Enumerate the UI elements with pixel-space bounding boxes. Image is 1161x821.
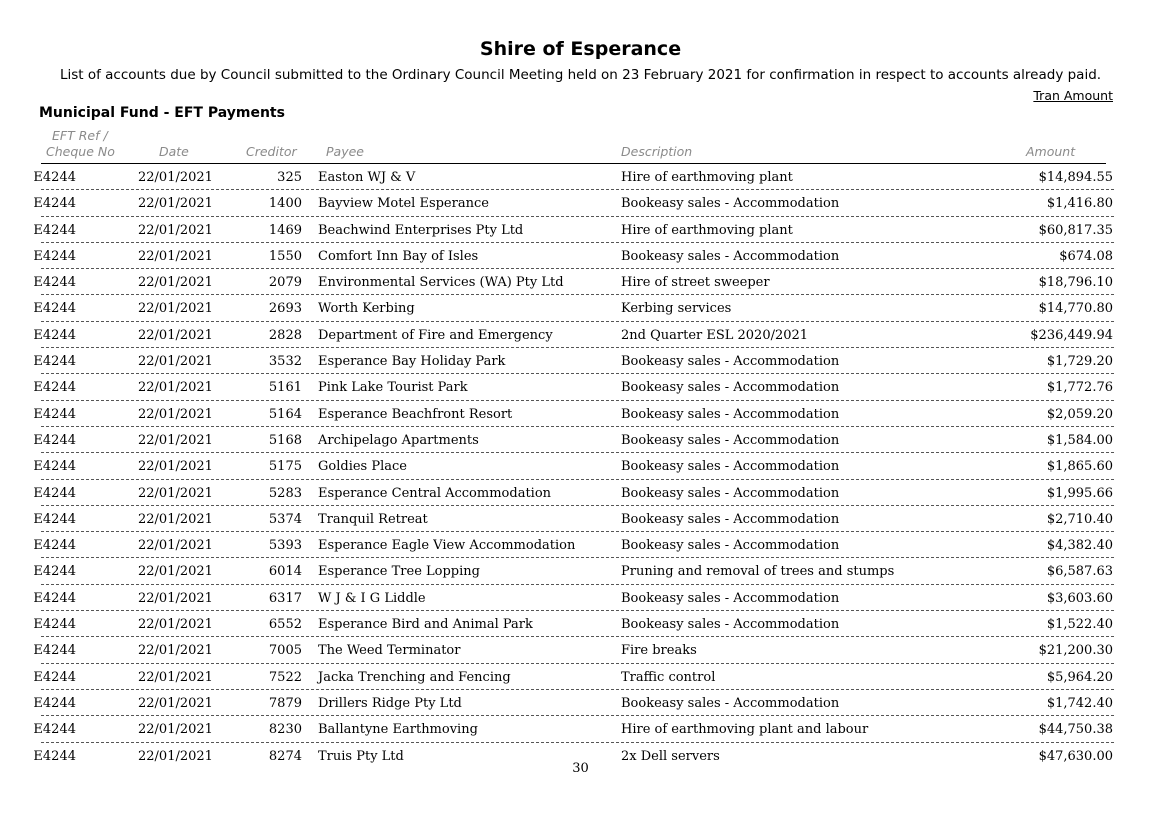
cell-ref: E4244	[33, 170, 76, 185]
cell-description: Bookeasy sales - Accommodation	[621, 459, 840, 475]
cell-description: Bookeasy sales - Accommodation	[621, 380, 840, 396]
cell-payee: Esperance Bird and Animal Park	[318, 617, 533, 633]
cell-creditor: 6552	[268, 617, 302, 633]
cell-description: Bookeasy sales - Accommodation	[621, 406, 840, 422]
cell-date: 22/01/2021	[138, 590, 213, 606]
cell-ref: E4244	[33, 511, 76, 527]
cell-amount: $1,584.00	[1046, 432, 1113, 448]
cell-ref: E4244	[33, 669, 76, 685]
cell-description: Bookeasy sales - Accommodation	[621, 354, 840, 370]
table-row	[33, 481, 1114, 506]
table-row	[33, 665, 1114, 690]
cell-amount: $60,817.35	[1038, 222, 1113, 238]
table-row	[33, 244, 1114, 269]
cell-ref: E4244	[33, 722, 76, 738]
column-header-creditor: Creditor	[246, 144, 297, 159]
cell-ref: E4244	[33, 354, 76, 370]
cell-date: 22/01/2021	[138, 432, 213, 448]
cell-creditor: 3532	[268, 354, 302, 370]
cell-date: 22/01/2021	[138, 275, 213, 291]
table-row	[33, 638, 1114, 663]
cell-ref: E4244	[33, 538, 76, 554]
cell-date: 22/01/2021	[138, 511, 213, 527]
cell-payee: Tranquil Retreat	[318, 511, 428, 527]
cell-payee: Archipelago Apartments	[318, 432, 479, 448]
cell-creditor: 5175	[268, 459, 302, 475]
cell-description: Kerbing services	[621, 301, 732, 317]
cell-date: 22/01/2021	[138, 170, 213, 185]
table-row	[33, 717, 1114, 742]
cell-date: 22/01/2021	[138, 564, 213, 580]
cell-amount: $2,710.40	[1046, 511, 1113, 527]
column-header-description: Description	[621, 144, 693, 159]
cell-date: 22/01/2021	[138, 617, 213, 633]
cell-payee: Drillers Ridge Pty Ltd	[318, 695, 462, 711]
cell-creditor: 6317	[268, 590, 302, 606]
cell-amount: $1,416.80	[1046, 196, 1113, 212]
cell-amount: $47,630.00	[1038, 748, 1113, 764]
table-row	[33, 375, 1114, 400]
cell-payee: Environmental Services (WA) Pty Ltd	[318, 275, 564, 291]
table-row	[33, 691, 1114, 716]
cell-amount: $44,750.38	[1038, 722, 1113, 738]
cell-creditor: 7005	[268, 643, 302, 659]
cell-date: 22/01/2021	[138, 748, 213, 764]
cell-payee: Jacka Trenching and Fencing	[318, 669, 511, 685]
cell-amount: $14,894.55	[1038, 170, 1113, 185]
cell-amount: $18,796.10	[1038, 275, 1113, 291]
cell-description: Bookeasy sales - Accommodation	[621, 617, 840, 633]
cell-ref: E4244	[33, 196, 76, 212]
cell-date: 22/01/2021	[138, 485, 213, 501]
tran-amount-label: Tran Amount	[1033, 88, 1113, 103]
cell-description: Bookeasy sales - Accommodation	[621, 485, 840, 501]
cell-creditor: 5374	[268, 511, 302, 527]
header-rule	[41, 163, 1106, 164]
cell-creditor: 1550	[268, 248, 302, 264]
table-row	[33, 323, 1114, 348]
section-heading: Municipal Fund - EFT Payments	[39, 105, 285, 121]
cell-creditor: 5283	[268, 485, 302, 501]
cell-amount: $5,964.20	[1046, 669, 1113, 685]
cell-ref: E4244	[33, 327, 76, 343]
cell-creditor: 1469	[268, 222, 302, 238]
cell-description: Bookeasy sales - Accommodation	[621, 695, 840, 711]
table-row	[33, 191, 1114, 216]
cell-amount: $1,865.60	[1046, 459, 1113, 475]
column-header-amount: Amount	[1026, 144, 1076, 159]
cell-payee: Worth Kerbing	[318, 301, 415, 317]
cell-description: Bookeasy sales - Accommodation	[621, 196, 840, 212]
column-header-date: Date	[159, 144, 189, 159]
cell-description: Bookeasy sales - Accommodation	[621, 511, 840, 527]
cell-creditor: 8230	[268, 722, 302, 738]
cell-date: 22/01/2021	[138, 538, 213, 554]
cell-payee: Esperance Central Accommodation	[318, 485, 552, 501]
table-row	[33, 349, 1114, 374]
cell-ref: E4244	[33, 643, 76, 659]
cell-amount: $3,603.60	[1046, 590, 1113, 606]
cell-date: 22/01/2021	[138, 354, 213, 370]
cell-date: 22/01/2021	[138, 406, 213, 422]
cell-amount: $21,200.30	[1038, 643, 1113, 659]
cell-date: 22/01/2021	[138, 380, 213, 396]
cell-amount: $674.08	[1059, 248, 1113, 264]
cell-ref: E4244	[33, 275, 76, 291]
cell-description: Pruning and removal of trees and stumps	[621, 564, 895, 580]
cell-description: Bookeasy sales - Accommodation	[621, 248, 840, 264]
cell-date: 22/01/2021	[138, 248, 213, 264]
cell-payee: Goldies Place	[318, 459, 407, 475]
cell-ref: E4244	[33, 406, 76, 422]
cell-ref: E4244	[33, 301, 76, 317]
column-header-ref-line1: EFT Ref /	[52, 128, 108, 143]
cell-creditor: 1400	[268, 196, 302, 212]
cell-amount: $1,995.66	[1046, 485, 1113, 501]
table-row	[33, 559, 1114, 584]
cell-description: Fire breaks	[621, 643, 697, 659]
table-row	[33, 296, 1114, 321]
cell-ref: E4244	[33, 248, 76, 264]
cell-date: 22/01/2021	[138, 643, 213, 659]
cell-date: 22/01/2021	[138, 196, 213, 212]
cell-ref: E4244	[33, 617, 76, 633]
cell-creditor: 5393	[268, 538, 302, 554]
cell-amount: $6,587.63	[1046, 564, 1113, 580]
table-row	[33, 402, 1114, 427]
cell-ref: E4244	[33, 748, 76, 764]
table-row	[33, 612, 1114, 637]
table-row	[33, 533, 1114, 558]
cell-payee: Esperance Tree Lopping	[318, 564, 480, 580]
table-row	[33, 454, 1114, 479]
cell-amount: $1,772.76	[1046, 380, 1113, 396]
cell-payee: Beachwind Enterprises Pty Ltd	[318, 222, 524, 238]
column-header-payee: Payee	[326, 144, 364, 159]
cell-creditor: 325	[277, 170, 302, 185]
cell-creditor: 7522	[268, 669, 302, 685]
cell-date: 22/01/2021	[138, 722, 213, 738]
cell-amount: $1,742.40	[1046, 695, 1113, 711]
cell-creditor: 2828	[268, 327, 302, 343]
cell-description: Bookeasy sales - Accommodation	[621, 432, 840, 448]
cell-date: 22/01/2021	[138, 327, 213, 343]
table-row	[33, 270, 1114, 295]
cell-creditor: 5161	[268, 380, 302, 396]
cell-ref: E4244	[33, 564, 76, 580]
cell-description: Traffic control	[621, 669, 716, 685]
cell-description: Bookeasy sales - Accommodation	[621, 538, 840, 554]
cell-payee: Esperance Eagle View Accommodation	[318, 538, 576, 554]
cell-date: 22/01/2021	[138, 459, 213, 475]
cell-payee: Pink Lake Tourist Park	[318, 380, 468, 396]
cell-payee: Easton WJ & V	[318, 170, 416, 185]
cell-date: 22/01/2021	[138, 695, 213, 711]
column-header-ref-line2: Cheque No	[46, 144, 115, 159]
cell-payee: Comfort Inn Bay of Isles	[318, 248, 479, 264]
cell-creditor: 2693	[268, 301, 302, 317]
cell-amount: $4,382.40	[1046, 538, 1113, 554]
page-number: 30	[572, 761, 589, 776]
table-row	[33, 428, 1114, 453]
cell-description: 2nd Quarter ESL 2020/2021	[621, 327, 809, 343]
table-row	[33, 507, 1114, 532]
cell-payee: Ballantyne Earthmoving	[318, 722, 478, 738]
cell-ref: E4244	[33, 222, 76, 238]
cell-creditor: 8274	[268, 748, 302, 764]
cell-creditor: 7879	[268, 695, 302, 711]
page-title: Shire of Esperance	[479, 38, 682, 60]
cell-creditor: 5164	[268, 406, 302, 422]
cell-ref: E4244	[33, 380, 76, 396]
cell-date: 22/01/2021	[138, 222, 213, 238]
cell-amount: $236,449.94	[1030, 327, 1113, 343]
table-row	[33, 586, 1114, 611]
cell-payee: Esperance Bay Holiday Park	[318, 354, 506, 370]
cell-description: Bookeasy sales - Accommodation	[621, 590, 840, 606]
table-row	[33, 165, 1114, 190]
cell-payee: Truis Pty Ltd	[318, 748, 404, 764]
cell-creditor: 5168	[268, 432, 302, 448]
cell-date: 22/01/2021	[138, 669, 213, 685]
cell-ref: E4244	[33, 432, 76, 448]
cell-description: Hire of street sweeper	[621, 275, 770, 291]
table-row	[33, 218, 1114, 243]
cell-description: 2x Dell servers	[621, 748, 720, 764]
cell-description: Hire of earthmoving plant	[621, 222, 793, 238]
cell-amount: $1,522.40	[1046, 617, 1113, 633]
cell-description: Hire of earthmoving plant	[621, 170, 793, 185]
cell-payee: W J & I G Liddle	[318, 590, 426, 606]
cell-payee: Department of Fire and Emergency	[318, 327, 553, 343]
cell-creditor: 2079	[268, 275, 302, 291]
cell-date: 22/01/2021	[138, 301, 213, 317]
cell-payee: Esperance Beachfront Resort	[318, 406, 513, 422]
cell-ref: E4244	[33, 590, 76, 606]
payments-table	[0, 165, 1161, 769]
cell-ref: E4244	[33, 459, 76, 475]
cell-amount: $14,770.80	[1038, 301, 1113, 317]
cell-ref: E4244	[33, 695, 76, 711]
cell-ref: E4244	[33, 485, 76, 501]
cell-amount: $2,059.20	[1046, 406, 1113, 422]
report-subtitle: List of accounts due by Council submitted to the Ordinary Council Meeting held on 23 February 2021 for confirmation in respect to accounts already paid.	[59, 67, 1102, 83]
cell-creditor: 6014	[268, 564, 302, 580]
cell-payee: Bayview Motel Esperance	[318, 196, 489, 212]
cell-amount: $1,729.20	[1046, 354, 1113, 370]
cell-payee: The Weed Terminator	[318, 643, 461, 659]
cell-description: Hire of earthmoving plant and labour	[621, 722, 869, 738]
